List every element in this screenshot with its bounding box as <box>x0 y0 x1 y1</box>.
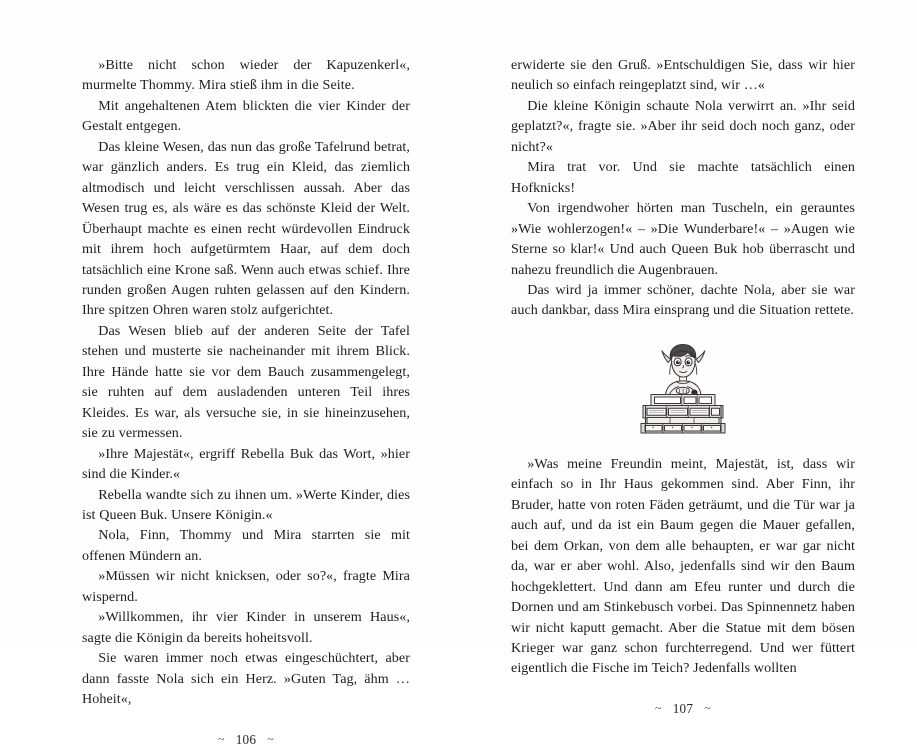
folio-ornament-right: ~ <box>704 700 712 715</box>
paragraph: Das Wesen blieb auf der anderen Seite der Tafel stehen und musterte sie nacheinander mit ihrem Blick. Ihre Hände hatte sie vor dem Bauch zusammengelegt, sie ruhten auf dem ausladenden unteren Teil ihres Kleides. Es war, als versuche sie, in sie hineinzusehen, sie zu vermessen. <box>82 322 410 442</box>
page-right-textblock <box>511 55 855 679</box>
page-left-textblock <box>82 55 410 710</box>
paragraph: erwiderte sie den Gruß. »Entschuldigen Sie, dass wir hier neulich so einfach reingeplatzt sind, wir …« <box>511 57 855 94</box>
page-number: 106 <box>235 731 257 747</box>
folio-ornament-right: ~ <box>267 731 275 746</box>
paragraph: »Müssen wir nicht knicksen, oder so?«, fragte Mira wispernd. <box>82 568 410 605</box>
paragraph: Das kleine Wesen, das nun das große Tafelrund betrat, war gänzlich anders. Es trug ein Kleid, das ziemlich altmodisch und leicht verschlissen aussah. Aber das Wesen trug es, als wäre es das schönste Kleid der Welt. Überhaupt machte es einen recht würdevollen Eindruck mit ihrem hoch aufgetürmtem Haar, auf dem doch tatsächlich eine Krone saß. Wenn auch etwas schief. Ihre runden großen Augen ruhten gelassen auf den Kindern. Ihre spitzen Ohren waren stolz aufgerichtet. <box>82 138 410 319</box>
page-footer-right <box>511 679 855 717</box>
paragraph: Rebella wandte sich zu ihnen um. »Werte Kinder, dies ist Queen Buk. Unsere Königin.« <box>82 486 410 523</box>
paragraph: »Was meine Freundin meint, Majestät, ist, dass wir einfach so in Ihr Haus gekommen sind. Aber Finn, ihr Bruder, hatte von roten Fäden geträumt, und die Tür war ja auch auf, und da ist ein Baum gegen die Mauer gefallen, bei dem Orkan, von dem alle behaupten, er war gar nicht da, war er aber wohl. Also, jedenfalls sind wir den Baum hochgeklettert. Und dann am Efeu runter und durch die Dornen und am Stinkebusch vorbei. Das Spinnennetz haben wir nicht kaputt gemacht. Aber die Statue mit dem bösen Krieger war ganz schon furchterregend. Und wer füttert eigentlich die Fische im Teich? Jedenfalls wollten <box>511 455 855 677</box>
page-number: 107 <box>672 700 694 716</box>
folio-ornament-left: ~ <box>654 700 662 715</box>
elf-queen-behind-book-stack-illustration <box>618 338 748 434</box>
book-stack <box>641 394 725 433</box>
folio-ornament-left: ~ <box>217 731 225 746</box>
paragraph: »Bitte nicht schon wieder der Kapuzenkerl«, murmelte Thommy. Mira stieß ihm in die Seite. <box>82 57 410 94</box>
page-right-text-lower <box>511 454 855 679</box>
paragraph: »Ihre Majestät«, ergriff Rebella Buk das Wort, »hier sind die Kinder.« <box>82 445 410 483</box>
page-right <box>458 0 917 716</box>
page-footer-left <box>82 710 410 748</box>
paragraph: Von irgendwoher hörten man Tuscheln, ein gerauntes »Wie wohlerzogen!« – »Die Wunderbare!« – »Augen wie Sterne so klar!« Und auch Queen Buk hob überrascht und nahezu freundlich die Augenbrauen. <box>511 200 855 278</box>
paragraph: Mit angehaltenen Atem blickten die vier Kinder der Gestalt entgegen. <box>82 97 410 135</box>
paragraph: Die kleine Königin schaute Nola verwirrt an. »Ihr seid geplatzt?«, fragte sie. »Aber ihr seid doch noch ganz, oder nicht?« <box>511 97 855 155</box>
page-right-text-upper <box>511 55 855 321</box>
paragraph: Nola, Finn, Thommy und Mira starrten sie mit offenen Mündern an. <box>82 527 410 564</box>
paragraph: Sie waren immer noch etwas eingeschüchtert, aber dann fasste Nola sich ein Herz. »Guten Tag, ähm … Hoheit«, <box>82 650 410 708</box>
paragraph: »Willkommen, ihr vier Kinder in unserem Haus«, sagte die Königin da bereits hoheitsvoll. <box>82 609 410 646</box>
paragraph: Das wird ja immer schöner, dachte Nola, aber sie war auch dankbar, dass Mira einsprang und die Situation rettete. <box>511 281 855 319</box>
elf-figure <box>662 344 705 396</box>
page-left <box>0 0 458 747</box>
paragraph: Mira trat vor. Und sie machte tatsächlich einen Hofknicks! <box>511 159 855 196</box>
